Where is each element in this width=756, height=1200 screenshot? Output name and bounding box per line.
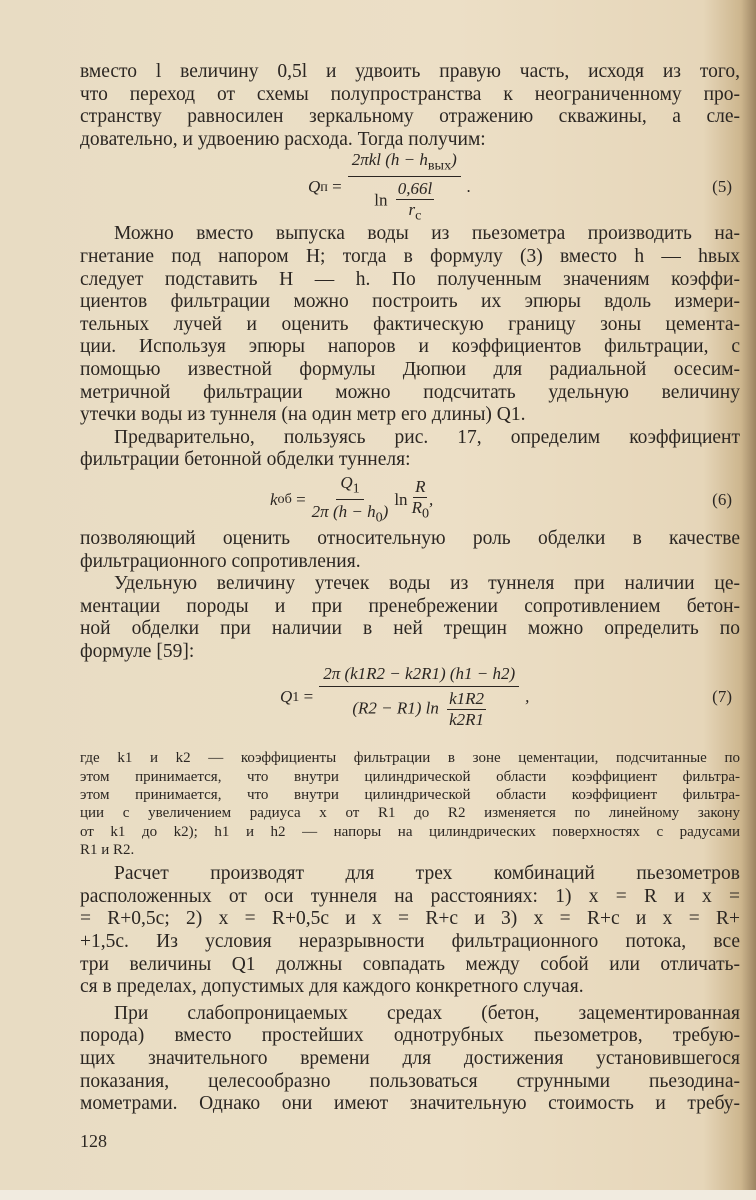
formula-sub: вых [427,157,452,174]
text-line: ся в пределах, допустимых для каждого конкретного случая. [80,976,584,998]
formula-sub: п [320,178,328,195]
text-line: три величины Q1 должны совпадать между собой или отличать- [80,953,740,975]
paragraph-7 [80,1003,740,1116]
text-line: Удельную величину утечек воды из туннеля при наличии це- [114,573,740,595]
formula-term: Q [280,687,293,707]
text-line: этом принимается, что внутри цилиндрической области коэффициент фильтра- [80,768,740,785]
formula-eq: = [296,489,306,509]
formula-7 [80,663,740,731]
formula-5: Q п = 2πkl $(h - h_{вых})$ ln $\frac{0,66l}{r_c}$ . (5) [308,149,732,224]
text-line: тельных лучей и оценить фактическую границу зоны цемента- [80,313,740,335]
text-line: При слабопроницаемых средах (бетон, зацементированная [114,1002,740,1024]
fraction [319,664,519,730]
page-number: 128 [80,1130,107,1151]
text-line: что переход от схемы полупространства к неограниченному про- [80,83,740,105]
paragraph-5 [80,573,740,663]
formula-numerator: 2π (k1R2 − k2R1) (h1 − h2) [319,664,519,687]
page-text [80,61,740,1152]
formula-term: k [270,489,278,509]
paragraph-4 [80,528,740,573]
text-line: ментации породы и при пренебрежении сопротивлением бетон- [80,595,740,617]
formula-term: Q [308,177,321,197]
formula-denominator: r [408,200,416,220]
equation-number: (7) [712,687,732,707]
text-line: метричной фильтрации можно подсчитать удельную величину [80,381,740,403]
text-line: странству равносилен зеркальному отражению скважины, а сле- [80,106,740,128]
formula-term: ) [451,149,457,169]
fraction [348,150,461,225]
formula-sub: 0 [375,509,383,526]
text-line: утечки воды из туннеля (на один метр его длины) Q1. [80,404,526,426]
paragraph-6 [80,863,740,999]
formula-sub: c [415,207,422,224]
formula-sub: 0 [421,505,430,522]
footnote-explanation [80,749,740,859]
formula-ln: ln [374,190,388,210]
text-line: = R+0,5c; 2) x = R+0,5c и x = R+c и 3) x = R+c и x = R+ [80,908,740,930]
formula-denominator: R [411,498,422,518]
paragraph-3 [80,427,740,472]
text-line: вместо l величину 0,5l и удвоить правую часть, исходя из того, [80,61,740,82]
equation-number: (6) [712,489,732,509]
text-line: порода) вместо простейших однотрубных пьезометров, требую- [80,1025,740,1047]
text-line: мометрами. Однако они имеют значительную стоимость и требу- [80,1093,740,1115]
text-line: гнетание под напором H; тогда в формулу (3) вместо h — hвых [80,245,740,267]
formula-term: , [525,687,530,707]
formula-term: , [429,489,434,509]
text-line: этом принимается, что внутри цилиндрической области коэффициент фильтра- [80,787,740,804]
text-line: помощью известной формулы Дюпюи для радиальной осесим- [80,358,740,380]
text-line: +1,5c. Из условия неразрывности фильтрационного потока, все [80,931,740,953]
text-line: формуле [59]: [80,640,195,662]
formula-numerator: 0,66l [397,179,433,199]
formula-ln: ln [394,489,408,509]
text-line: фильтрации бетонной обделки туннеля: [80,449,411,471]
equation-number: (5) [712,177,732,197]
formula-denominator: (R2 − R1) ln [352,698,439,718]
text-line: расположенных от оси туннеля на расстояниях: 1) x = R и x = [80,885,740,907]
formula-denominator: 2π (h − h [311,502,376,522]
formula-sub: об [277,491,292,508]
text-line: Расчет производят для трех комбинаций пьезометров [114,863,740,885]
formula-6 [80,472,740,528]
paragraph-2 [80,223,740,426]
text-line: от k1 до k2); h1 и h2 — напоры на цилиндрических поверхностях с радусами [80,823,740,840]
text-line: где k1 и k2 — коэффициенты фильтрации в зоне цементации, подсчитанные по [80,750,740,767]
formula-eq: = [332,177,342,197]
text-line: ции. Используя эпюры напоров и коэффициентов фильтрации, с [80,336,740,358]
formula-numerator: 2πkl (h − h [351,149,428,169]
formula-numerator: Q [340,473,353,493]
formula-eq: = [303,687,314,707]
text-line: фильтрационного сопротивления. [80,550,361,572]
formula-numerator: k1R2 [449,689,485,709]
scan-edge [0,1190,756,1200]
paragraph-1 [80,61,740,151]
text-line: позволяющий оценить относительную роль обделки в качестве [80,527,740,549]
text-line: следует подставить H — h. По полученным значениям коэффи- [80,268,740,290]
text-line: показания, целесообразно пользоваться струнными пьезодина- [80,1070,740,1092]
text-line: ной обделки при наличии в ней трещин можно определить по [80,618,740,640]
text-line: ции с увеличением радиуса x от R1 до R2 изменяется по линейному закону [80,805,740,822]
text-line: циентов фильтрации можно построить их эпюры вдоль измери- [80,291,740,313]
text-line: R1 и R2. [80,841,135,858]
fraction [312,473,389,527]
formula-sub: 1 [352,480,360,497]
formula-denominator: k2R1 [449,710,485,730]
text-line: Можно вместо выпуска воды из пьезометра производить на- [114,223,740,245]
text-line: довательно, и удвоению расхода. Тогда получим: [80,128,486,150]
formula-sub: 1 [292,688,300,705]
formula-numerator: R [415,477,426,497]
formula-term: ) [382,502,389,522]
text-line: Предварительно, пользуясь рис. 17, определим коэффициент [114,426,740,448]
text-line: щих значительного времени для достижения установившегося [80,1048,740,1069]
